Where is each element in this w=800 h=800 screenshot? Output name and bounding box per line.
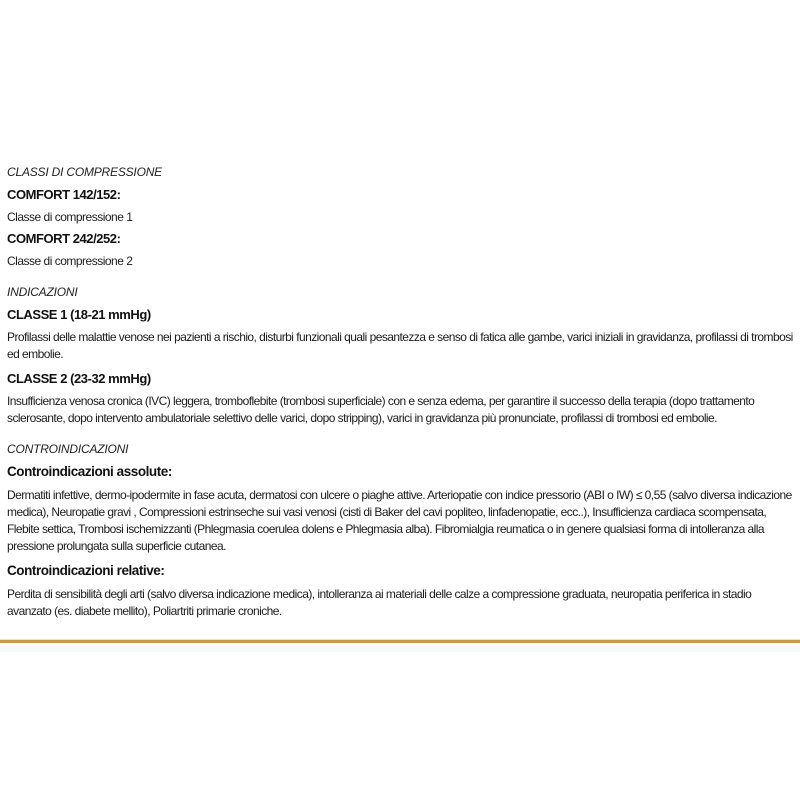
item-paragraph-classe-1: Profilassi delle malattie venose nei pazienti a rischio, disturbi funzionali quali pesantezza e senso di fatica alle gambe, varici iniziali in gravidanza, profilassi di trombosi ed embolie.: [7, 330, 793, 361]
item-title-controindicazioni-assolute: Controindicazioni assolute:: [7, 464, 172, 479]
gold-divider-line: [0, 639, 800, 643]
section-indicazioni: [7, 285, 793, 427]
item-title-comfort-242-252: COMFORT 242/252:: [7, 231, 121, 246]
item-title-controindicazioni-relative: Controindicazioni relative:: [7, 563, 165, 578]
section-header-indicazioni: INDICAZIONI: [7, 285, 78, 299]
section-header-controindicazioni: CONTROINDICAZIONI: [7, 442, 129, 456]
item-title-classe-2: CLASSE 2 (23-32 mmHg): [7, 371, 151, 386]
item-text-comfort-242-252: Classe di compressione 2: [7, 254, 133, 268]
item-title-comfort-142-152: COMFORT 142/152:: [7, 187, 121, 202]
section-controindicazioni: [7, 442, 793, 620]
section-header-classi: CLASSI DI COMPRESSIONE: [7, 165, 162, 179]
item-paragraph-controindicazioni-assolute: Dermatiti infettive, dermo-ipodermite in fase acuta, dermatosi con ulcere o piaghe attive. Arteriopatie con indice pressorio (ABI o IW) ≤ 0,55 (salvo diversa indicazione medica), Neuropatie gravi , Compressioni estrinseche sui vasi venosi (cisti di Baker del cavi popliteo, linfadenopatie, ecc..), Insufficienza cardiaca scompensata, Flebite settica, Trombosi ischemizzanti (Phlegmasia coerulea dolens e Phlegmasia alba). Fibromialgia reumatica o in genere qualsiasi forma di intolleranza alla pressione prolungata sulla superficie cutanea.: [7, 488, 792, 553]
item-paragraph-classe-2: Insufficienza venosa cronica (IVC) leggera, tromboflebite (trombosi superficiale) con e senza edema, per garantire il successo della terapia (dopo trattamento sclerosante, dopo intervento ambulatoriale selettivo delle varici, dopo stripping), varici in gravidanza più pronunciate, profilassi di trombosi ed embolie.: [7, 394, 755, 425]
section-classi-di-compressione: [7, 165, 793, 270]
item-text-comfort-142-152: Classe di compressione 1: [7, 210, 133, 224]
item-paragraph-controindicazioni-relative: Perdita di sensibilità degli arti (salvo diversa indicazione medica), intolleranza ai materiali delle calze a compressione graduata, neuropatia periferica in stadio avanzato (es. diabete mellito), Poliartriti primarie croniche.: [7, 587, 752, 618]
item-title-classe-1: CLASSE 1 (18-21 mmHg): [7, 307, 151, 322]
divider-tint-strip: [0, 647, 800, 652]
document-content: [7, 165, 793, 635]
